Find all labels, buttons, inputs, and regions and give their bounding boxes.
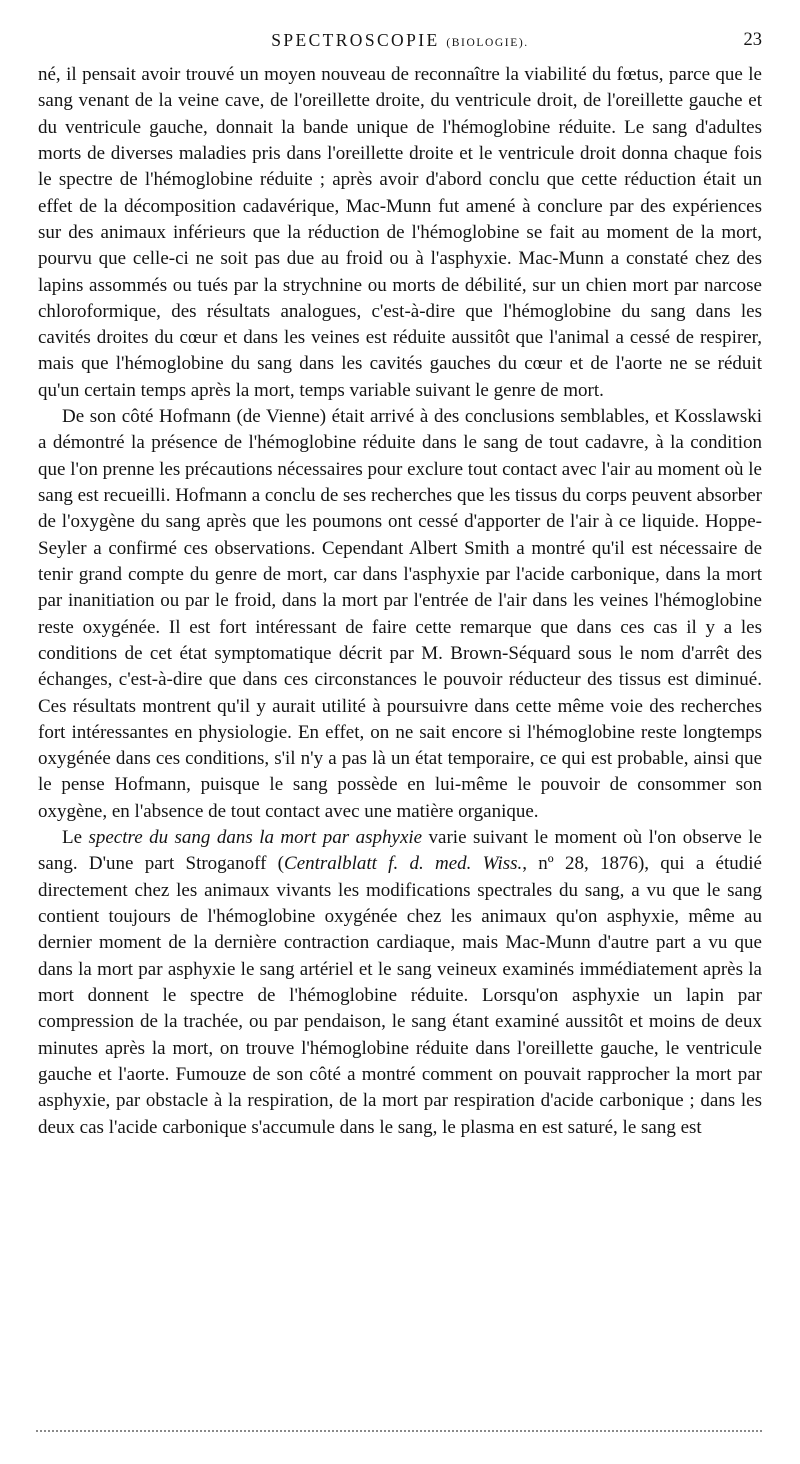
paragraph-2	[38, 404, 762, 825]
text-run: Le	[62, 827, 89, 849]
paragraph-1	[38, 62, 762, 404]
body-text	[38, 62, 762, 1141]
text-run: , nº 28, 1876), qui a étudié directement chez les animaux vivants les modifications spectrales du sang, a vu que le sang contient toujours de l'hémoglobine oxygénée chez les animaux qu'on asphyxie, même au dernier moment de la dernière contraction cardiaque, mais Mac-Munn d'autre part a vu que dans la mort par asphyxie le sang artériel et le sang veineux examinés immédiatement après la mort donnent le spectre de l'hémoglobine réduite. Lorsqu'on asphyxie un lapin par compression de la trachée, ou par pendaison, le sang étant examiné aussitôt et moins de deux minutes après la mort, on trouve l'hémoglobine réduite dans l'oreillette gauche, le ventricule gauche et l'aorte. Fumouze de son côté a montré comment on pouvait rapprocher la mort par asphyxie, par obstacle à la respiration, de la mort par respiration d'acide carbonique ; dans les deux cas l'acide carbonique s'accumule dans le sang, le plasma en est saturé, le sang est	[38, 853, 762, 1138]
running-title	[38, 30, 762, 51]
italic-text: Centralblatt f. d. med. Wiss.	[284, 853, 523, 875]
running-title-subtitle: (BIOLOGIE).	[446, 37, 529, 49]
paragraph-3	[38, 825, 762, 1141]
running-title-main: SPECTROSCOPIE	[271, 30, 440, 50]
scan-artifact-rule	[36, 1430, 762, 1432]
italic-text: spectre du sang dans la mort par asphyxie	[88, 827, 423, 849]
text-run: De son côté Hofmann (de Vienne) était arrivé à des conclusions semblables, et Kosslawski a démontré la présence de l'hémoglobine réduite dans le sang de tout cadavre, à la condition que l'on prenne les précautions nécessaires pour exclure tout contact avec l'air au moment où le sang est recueilli. Hofmann a conclu de ses recherches que les tissus du corps peuvent absorber de l'oxygène du sang après que les poumons ont cessé d'apporter de l'air à ce liquide. Hoppe-Seyler a confirmé ces observations. Cependant Albert Smith a montré qu'il est nécessaire de tenir grand compte du genre de mort, car dans l'asphyxie par l'acide carbonique, dans la mort par inanitiation ou par le froid, dans la mort par l'entrée de l'air dans les veines l'hémoglobine reste oxygénée. Il est fort intéressant de faire cette remarque que dans ces cas il y a les conditions de cet état symptomatique décrit par M. Brown-Séquard sous le nom d'arrêt des échanges, c'est-à-dire que dans ces circonstances le pouvoir réducteur des tissus est diminué. Ces résultats montrent qu'il y aurait utilité à poursuivre dans cette même voie des recherches fort intéressantes en physiologie. En effet, on ne sait encore si l'hémoglobine reste longtemps oxygénée dans ces conditions, s'il n'y a pas là un état temporaire, ce qui est probable, ainsi que le pense Hofmann, puisque le sang possède en lui-même le pouvoir de consommer son oxygène, en l'absence de tout contact avec une matière organique.	[38, 406, 762, 822]
running-header	[38, 30, 762, 54]
text-run: varie suivant le moment où l'on observe le sang. D'une part Stroganoff (	[38, 827, 762, 875]
text-run: né, il pensait avoir trouvé un moyen nouveau de reconnaître la viabilité du fœtus, parce que le sang venant de la veine cave, de l'oreillette droite, du ventricule droit, de l'oreillette gauche et du ventricule gauche, donnait la bande unique de l'hémoglobine réduite. Le sang d'adultes morts de diverses maladies pris dans l'oreillette droite et le ventricule droit donna chaque fois le spectre de l'hémoglobine réduite ; après avoir d'abord conclu que cette réduction était un effet de la décomposition cadavérique, Mac-Munn fut amené à conclure par des expériences sur des animaux inférieurs que la réduction de l'hémoglobine se fait au moment de la mort, pourvu que celle-ci ne soit pas due au froid ou à l'asphyxie. Mac-Munn a constaté chez des lapins assommés ou tués par la strychnine ou morts de débilité, sur un chien mort par narcose chloroformique, des résultats analogues, c'est-à-dire que l'hémoglobine du sang dans les cavités droites du cœur et dans les veines est réduite aussitôt que l'animal a cessé de respirer, mais que l'hémoglobine du sang dans les cavités gauches du cœur et de l'aorte ne se réduit qu'un certain temps après la mort, temps variable suivant le genre de mort.	[38, 64, 762, 401]
page-number: 23	[743, 30, 762, 50]
